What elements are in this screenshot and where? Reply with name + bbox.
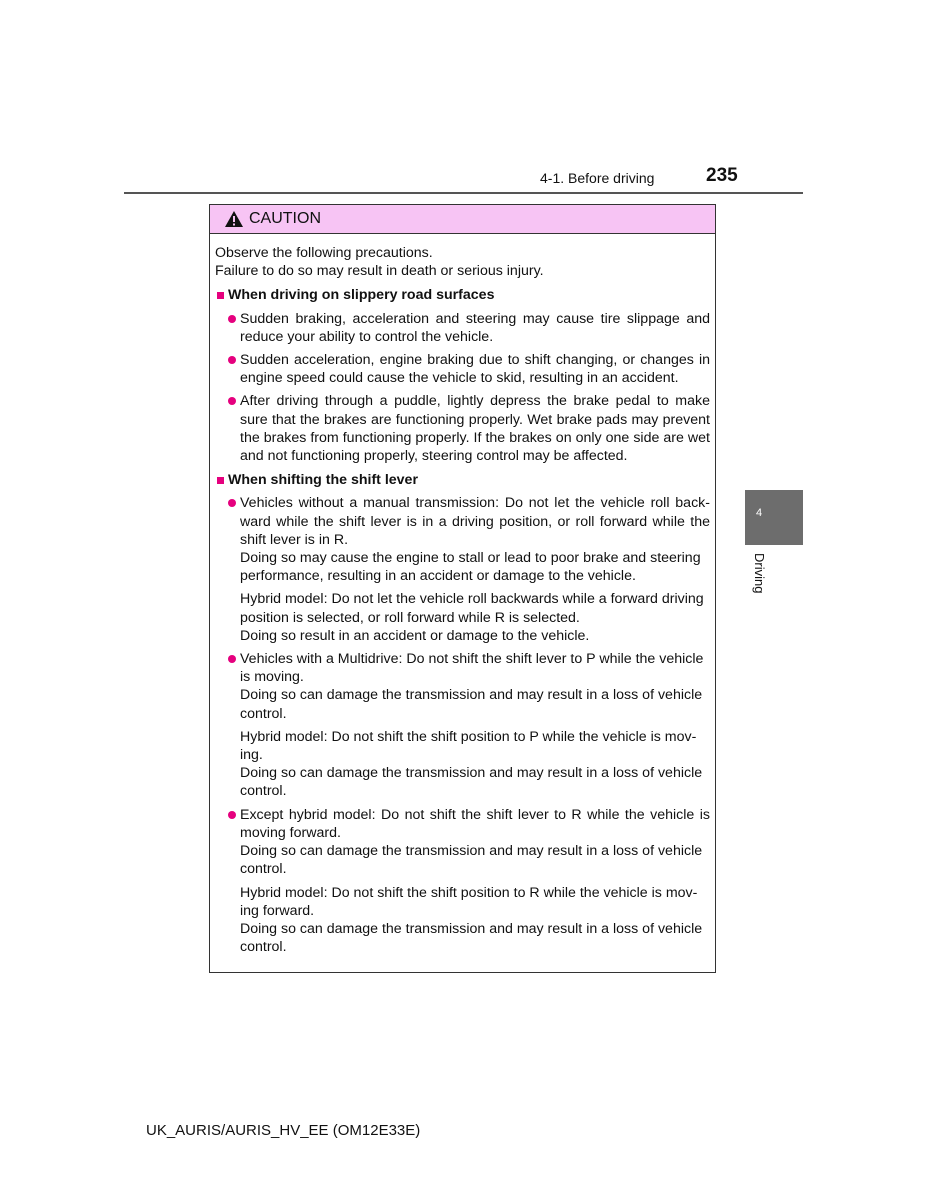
section-heading (215, 286, 710, 304)
item-text: Vehicles with a Multidrive: Do not shift the shift lever to P while the vehicle is moving. (240, 651, 704, 686)
intro-line: Failure to do so may result in death or serious injury. (215, 263, 544, 280)
round-bullet-icon (228, 397, 236, 405)
list-item (215, 351, 710, 387)
caution-title: CAUTION (249, 210, 321, 227)
item-text: Doing so result in an accident or damage to the vehicle. (240, 627, 590, 644)
list-item (215, 310, 710, 346)
round-bullet-icon (228, 499, 236, 507)
footer-document-code: UK_AURIS/AURIS_HV_EE (OM12E33E) (146, 1122, 421, 1139)
caution-box (209, 204, 716, 973)
page-number: 235 (706, 165, 738, 186)
chapter-tab (745, 490, 803, 545)
list-item (215, 494, 710, 645)
item-text: Doing so can damage the transmission and may result in a loss of vehicle control. (240, 765, 703, 800)
round-bullet-icon (228, 315, 236, 323)
item-text: Doing so may cause the engine to stall or lead to poor brake and steering performance, resulting in an accident or damage to the vehicle. (240, 550, 701, 585)
round-bullet-icon (228, 356, 236, 364)
item-text: Except hybrid model: Do not shift the shift lever to R while the vehicle is moving forward. (240, 806, 710, 841)
section-heading-text: When shifting the shift lever (228, 472, 418, 489)
item-text: Hybrid model: Do not shift the shift position to R while the vehicle is mov-ing forward. (240, 884, 698, 919)
list-item (215, 806, 710, 957)
list-item (215, 650, 710, 801)
chapter-number: 4 (756, 507, 763, 519)
item-text: Vehicles without a manual transmission: Do not let the vehicle roll back-ward while the shift lever is in a driving position, or roll forward while the shift lever is in R. (240, 495, 710, 548)
item-text: Hybrid model: Do not shift the shift position to P while the vehicle is mov-ing. (240, 728, 697, 764)
warning-triangle-icon (224, 210, 244, 228)
item-text: Sudden acceleration, engine braking due to shift changing, or changes in engine speed could cause the vehicle to skid, resulting in an accident. (240, 352, 710, 387)
square-bullet-icon (217, 477, 224, 484)
item-text: After driving through a puddle, lightly depress the brake pedal to make sure that the brakes are functioning properly. Wet brake pads may prevent the brakes from functioning properly. If the brakes on only one side are wet and not functioning properly, steering control may be affected. (240, 393, 710, 465)
round-bullet-icon (228, 655, 236, 663)
list-item (215, 392, 710, 465)
item-text: Doing so can damage the transmission and may result in a loss of vehicle control. (240, 687, 703, 722)
header-divider (124, 192, 803, 194)
caution-header (210, 205, 715, 234)
section-heading (215, 471, 710, 489)
section-heading-text: When driving on slippery road surfaces (228, 287, 495, 304)
item-text: Hybrid model: Do not let the vehicle roll backwards while a forward driving position is selected, or roll forward while R is selected. (240, 591, 704, 626)
running-header-section: 4-1. Before driving (540, 170, 655, 186)
caution-body (210, 234, 715, 956)
caution-intro (215, 244, 710, 280)
round-bullet-icon (228, 811, 236, 819)
item-text: Sudden braking, acceleration and steering may cause tire slippage and reduce your ability to control the vehicle. (240, 310, 710, 345)
item-text: Doing so can damage the transmission and may result in a loss of vehicle control. (240, 843, 703, 878)
intro-line: Observe the following precautions. (215, 245, 433, 261)
chapter-label: Driving (752, 553, 767, 594)
square-bullet-icon (217, 292, 224, 299)
item-text: Doing so can damage the transmission and may result in a loss of vehicle control. (240, 920, 703, 956)
